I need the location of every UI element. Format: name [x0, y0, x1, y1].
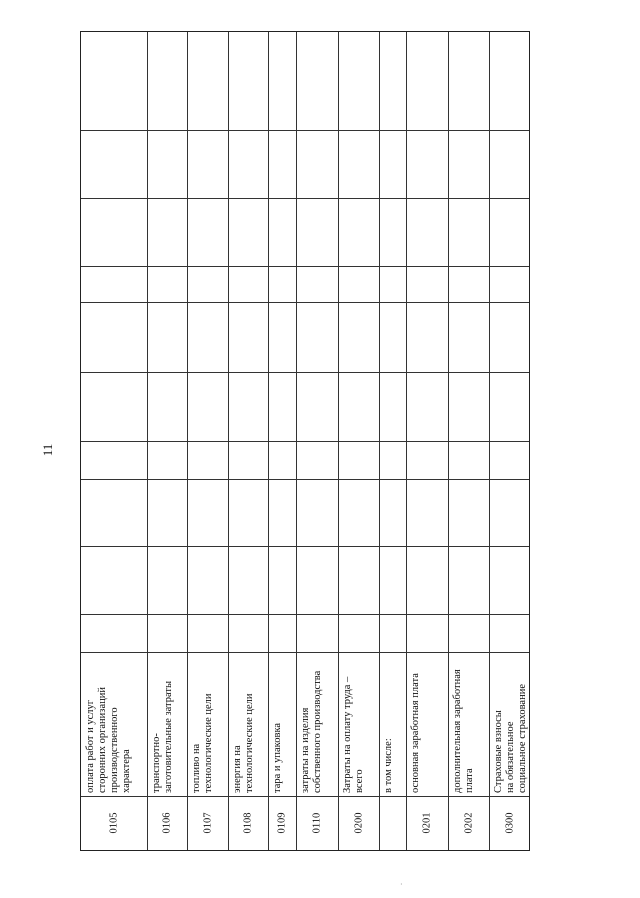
row-code-text: 0201: [421, 812, 433, 833]
row-label: Страховые взносы на обязательное социальное страхование: [493, 684, 528, 793]
row-label-cell: [187, 652, 228, 796]
row-code-text: 0110: [311, 812, 323, 833]
row-label-cell: [379, 652, 406, 796]
row-label-cell: [338, 652, 379, 796]
grid-line: [81, 479, 529, 480]
row-code: [147, 796, 187, 849]
row-code-text: 0108: [242, 812, 254, 833]
row-label-cell: [489, 652, 530, 796]
grid-line: [81, 266, 529, 267]
row-label: дополнительная заработная плата: [452, 669, 475, 793]
row-label-cell: [268, 652, 296, 796]
grid-line: [81, 614, 529, 615]
row-label: тара и упаковка: [272, 722, 283, 793]
row-label: основная заработная плата: [410, 673, 421, 793]
row-label: транспортно- заготовительные затраты: [151, 680, 174, 793]
row-code: [228, 796, 268, 849]
row-label: затраты на изделия собственного производства: [300, 670, 323, 793]
row-code-text: 0200: [353, 812, 364, 833]
row-label: Затраты на оплату труда – всего: [342, 676, 365, 793]
row-label-cell: [448, 652, 489, 796]
row-label-cell: [81, 652, 147, 796]
row-code-text: 0300: [504, 812, 515, 833]
row-label: топливо на технологические цели: [191, 693, 214, 793]
row-label-cell: [296, 652, 338, 796]
row-label-cell: [406, 652, 448, 796]
row-label: в том числе:: [383, 738, 394, 793]
grid-line: [81, 198, 529, 199]
data-table: [80, 31, 530, 851]
row-label-cell: [147, 652, 187, 796]
grid-line: [81, 372, 529, 373]
row-code-text: 0106: [161, 812, 173, 833]
row-code: [448, 796, 489, 849]
grid-line: [81, 302, 529, 303]
row-label: энергия на технологические цели: [232, 693, 255, 793]
row-code-text: 0109: [276, 812, 288, 833]
row-code: [296, 796, 338, 849]
row-code: [489, 796, 530, 849]
grid-line: [81, 546, 529, 547]
row-code: [187, 796, 228, 849]
row-code: [379, 796, 406, 849]
row-code: [406, 796, 448, 849]
scan-speck: ·: [400, 880, 403, 889]
page-number: 11: [40, 443, 55, 457]
row-code: [268, 796, 296, 849]
row-label: оплата работ и услуг сторонних организаций производственного характера: [85, 687, 132, 793]
row-code-text: 0105: [108, 812, 120, 833]
grid-line: [81, 130, 529, 131]
grid-line: [81, 441, 529, 442]
row-code: [81, 796, 147, 849]
row-code-text: 0107: [202, 812, 213, 833]
row-label-cell: [228, 652, 268, 796]
row-code: [338, 796, 379, 849]
row-code-text: 0202: [463, 812, 474, 833]
